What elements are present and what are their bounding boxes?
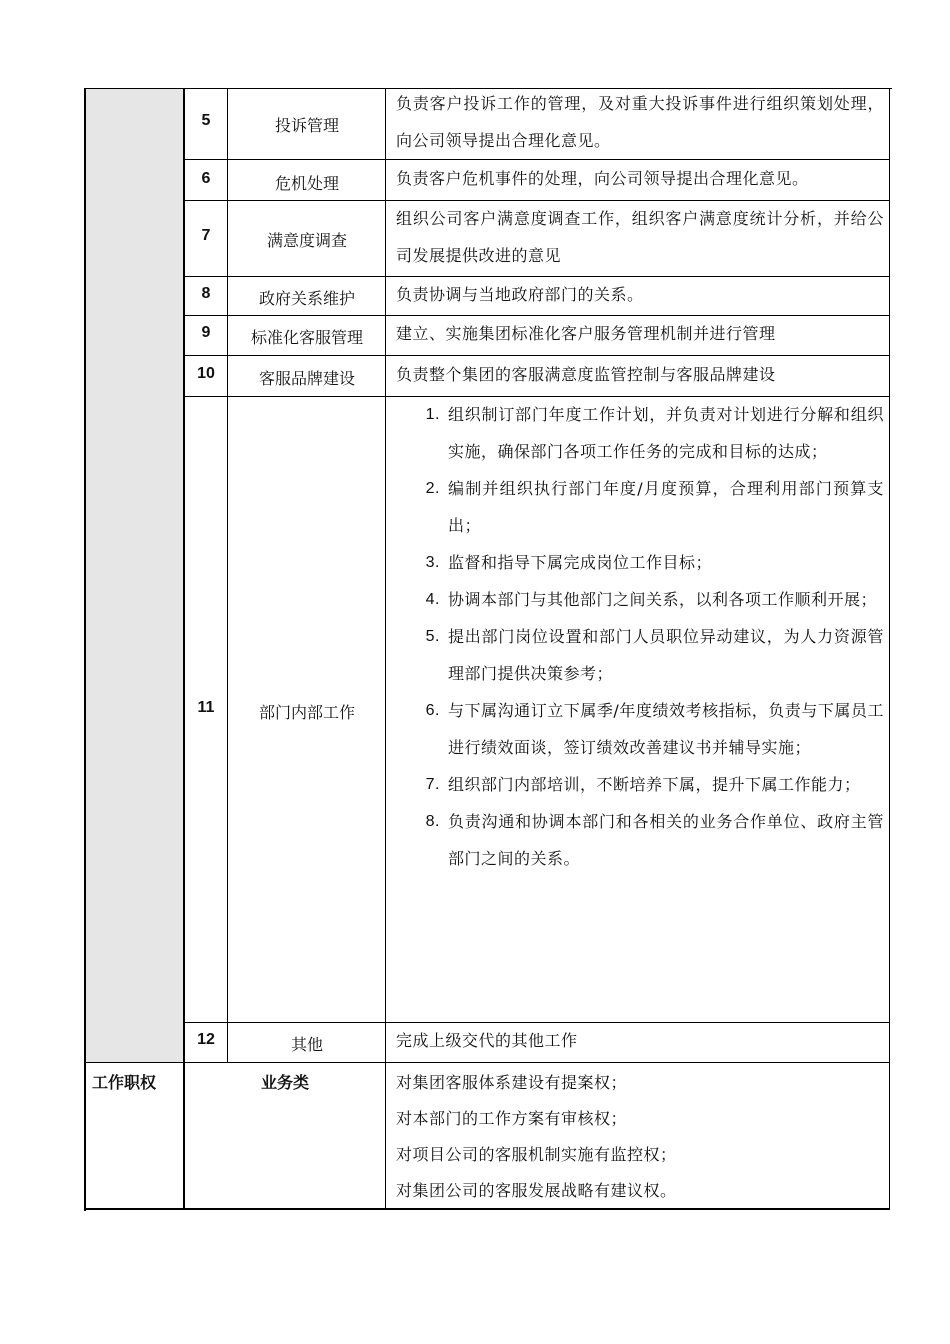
list-item: 5. 提出部门岗位设置和部门人员职位异动建议，为人力资源管理部门提供决策参考；	[425, 627, 884, 683]
item-description: 组织公司客户满意度调查工作，组织客户满意度统计分析，并给公司发展提供改进的意见	[396, 209, 884, 265]
col-divider	[889, 88, 890, 1210]
item-name: 标准化客服管理	[250, 328, 363, 347]
item-name: 客服品牌建设	[258, 369, 355, 388]
list-item: 2. 编制并组织执行部门年度/月度预算，合理利用部门预算支出；	[425, 479, 884, 535]
item-name: 政府关系维护	[258, 289, 355, 308]
list-item: 对集团客服体系建设有提案权；	[396, 1073, 628, 1092]
row-divider	[84, 1062, 890, 1063]
list-item: 6. 与下属沟通订立下属季/年度绩效考核指标，负责与下属员工进行绩效面谈，签订绩效改善建议书并辅导实施；	[425, 701, 884, 757]
row-number: 10	[197, 365, 215, 382]
authority-list	[396, 1065, 884, 1209]
list-item: 3. 监督和指导下属完成岗位工作目标；	[425, 553, 713, 572]
item-description: 负责客户危机事件的处理，向公司领导提出合理化意见。	[396, 169, 809, 188]
internal-work-list	[396, 396, 884, 877]
row-number: 8	[201, 285, 211, 302]
list-item: 4. 协调本部门与其他部门之间关系，以利各项工作顺利开展；	[425, 590, 878, 609]
item-name: 其他	[290, 1035, 323, 1054]
item-description: 建立、实施集团标准化客户服务管理机制并进行管理	[396, 324, 776, 343]
row-number: 7	[201, 227, 211, 244]
item-description: 负责整个集团的客服满意度监管控制与客服品牌建设	[396, 365, 776, 384]
item-name: 投诉管理	[274, 116, 339, 135]
item-description: 负责协调与当地政府部门的关系。	[396, 285, 644, 304]
row-number: 12	[197, 1031, 215, 1048]
list-item: 对集团公司的客服发展战略有建议权。	[396, 1181, 677, 1200]
item-description: 完成上级交代的其他工作	[396, 1031, 578, 1050]
row-number: 5	[201, 112, 211, 129]
list-item: 对本部门的工作方案有审核权；	[396, 1109, 628, 1128]
row-number: 6	[201, 170, 211, 187]
item-name: 危机处理	[274, 174, 339, 193]
item-description: 负责客户投诉工作的管理，及对重大投诉事件进行组织策划处理，向公司领导提出合理化意见。	[396, 94, 884, 150]
list-item: 7. 组织部门内部培训，不断培养下属，提升下属工作能力；	[425, 775, 861, 794]
list-item: 对项目公司的客服机制实施有监控权；	[396, 1145, 677, 1164]
row-number: 11	[197, 699, 215, 716]
item-name: 满意度调查	[266, 231, 347, 250]
list-item: 8. 负责沟通和协调本部门和各相关的业务合作单位、政府主管部门之间的关系。	[425, 812, 884, 868]
row-number: 9	[201, 324, 211, 341]
item-name: 部门内部工作	[258, 703, 355, 722]
authority-label: 工作职权	[92, 1073, 157, 1092]
list-item: 1. 组织制订部门年度工作计划，并负责对计划进行分解和组织实施，确保部门各项工作任务的完成和目标的达成；	[425, 405, 884, 461]
authority-category: 业务类	[260, 1073, 309, 1092]
